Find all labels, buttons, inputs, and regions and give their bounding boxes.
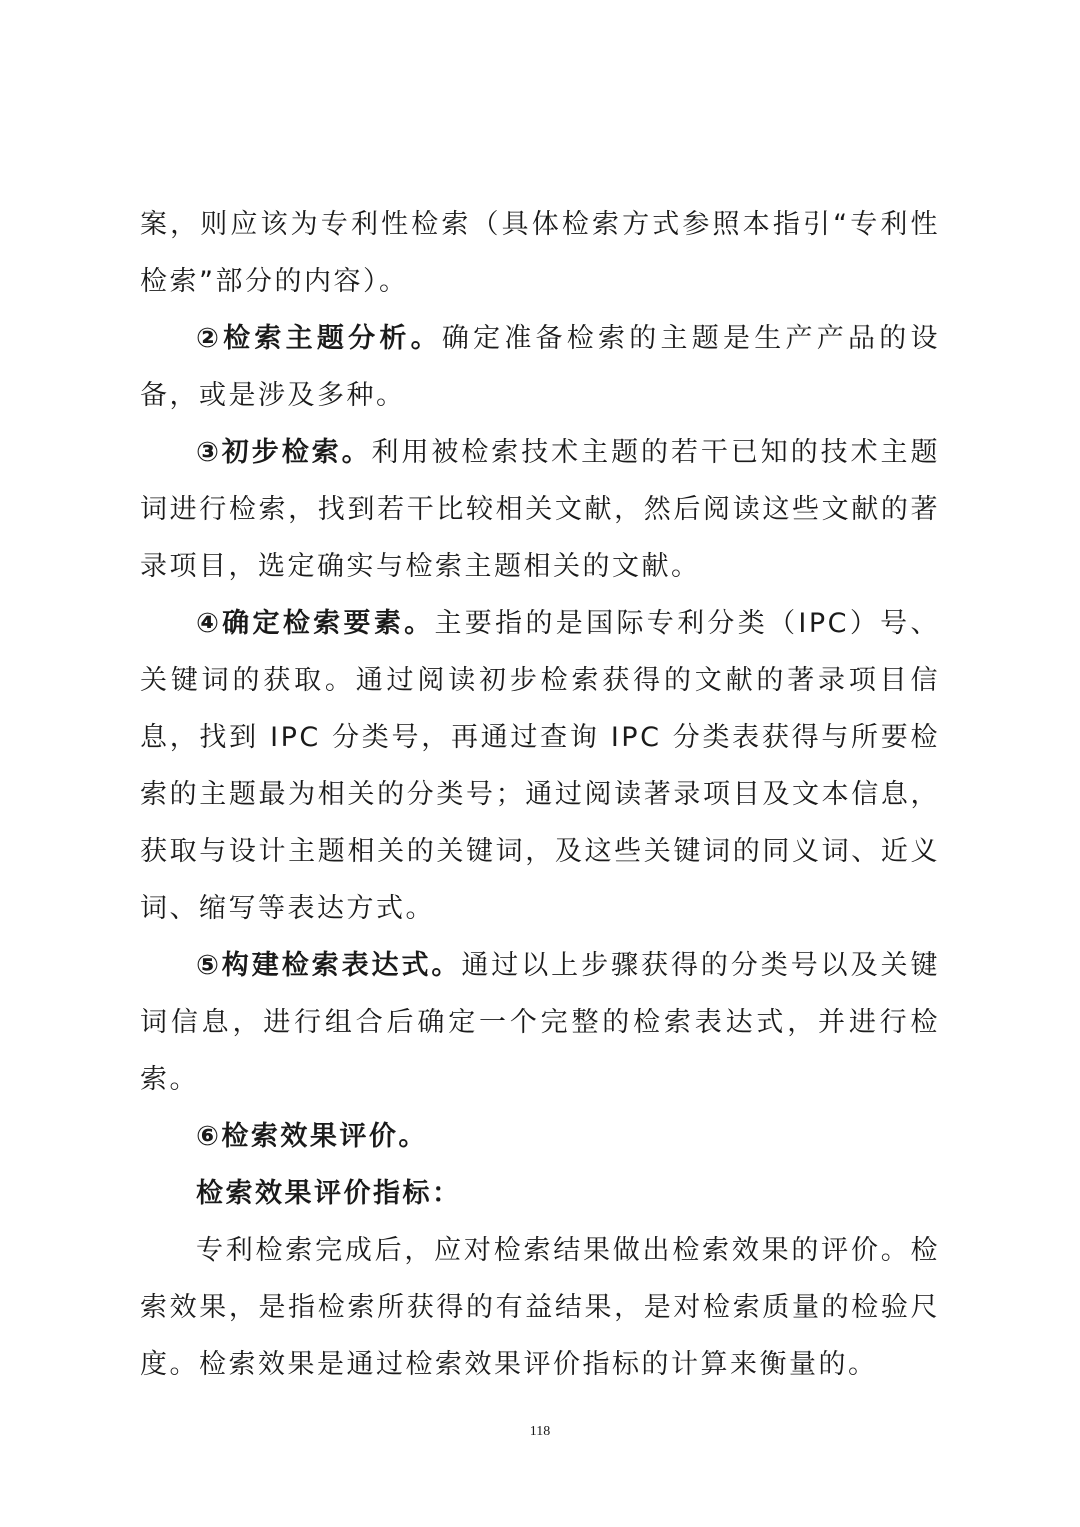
paragraph-text: 确定准备检索的主题是生产产品的设备，或是涉及多种。 <box>140 323 940 411</box>
paragraph-text: 利用被检索技术主题的若干已知的技术主题词进行检索，找到若干比较相关文献，然后阅读这些文献的著录项目，选定确实与检索主题相关的文献。 <box>140 437 940 582</box>
paragraph-heading: ③初步检索。 <box>196 437 372 468</box>
paragraph-continuation <box>140 196 940 310</box>
paragraph-text: 案，则应该为专利性检索（具体检索方式参照本指引“专利性检索”部分的内容）。 <box>140 209 940 297</box>
paragraph-search-expression <box>140 937 940 1108</box>
paragraph-subject-analysis <box>140 310 940 424</box>
paragraph-heading: ②检索主题分析。 <box>196 323 442 354</box>
paragraph-search-elements <box>140 595 940 937</box>
paragraph-initial-search <box>140 424 940 595</box>
paragraph-text: 专利检索完成后，应对检索结果做出检索效果的评价。检索效果，是指检索所获得的有益结果，是对检索质量的检验尺度。检索效果是通过检索效果评价指标的计算来衡量的。 <box>140 1235 940 1380</box>
paragraph-effect-evaluation <box>140 1108 940 1165</box>
paragraph-heading: 检索效果评价指标： <box>196 1178 462 1209</box>
paragraph-text: 主要指的是国际专利分类（IPC）号、关键词的获取。通过阅读初步检索获得的文献的著录项目信息，找到 IPC 分类号，再通过查询 IPC 分类表获得与所要检索的主题最为相关的分类号；通过阅读著录项目及文本信息，获取与设计主题相关的关键词，及这些关键词的同义词、近义词、缩写等表达方式。 <box>140 608 940 924</box>
paragraph-evaluation-indicators <box>140 1165 940 1222</box>
paragraph-heading: ④确定检索要素。 <box>196 608 435 639</box>
paragraph-heading: ⑤构建检索表达式。 <box>196 950 462 981</box>
paragraph-text: 通过以上步骤获得的分类号以及关键词信息，进行组合后确定一个完整的检索表达式，并进行检索。 <box>140 950 940 1095</box>
paragraph-evaluation-description <box>140 1222 940 1393</box>
paragraph-heading: ⑥检索效果评价。 <box>196 1121 428 1152</box>
page-number: 118 <box>529 1424 551 1439</box>
document-body <box>140 196 940 1393</box>
